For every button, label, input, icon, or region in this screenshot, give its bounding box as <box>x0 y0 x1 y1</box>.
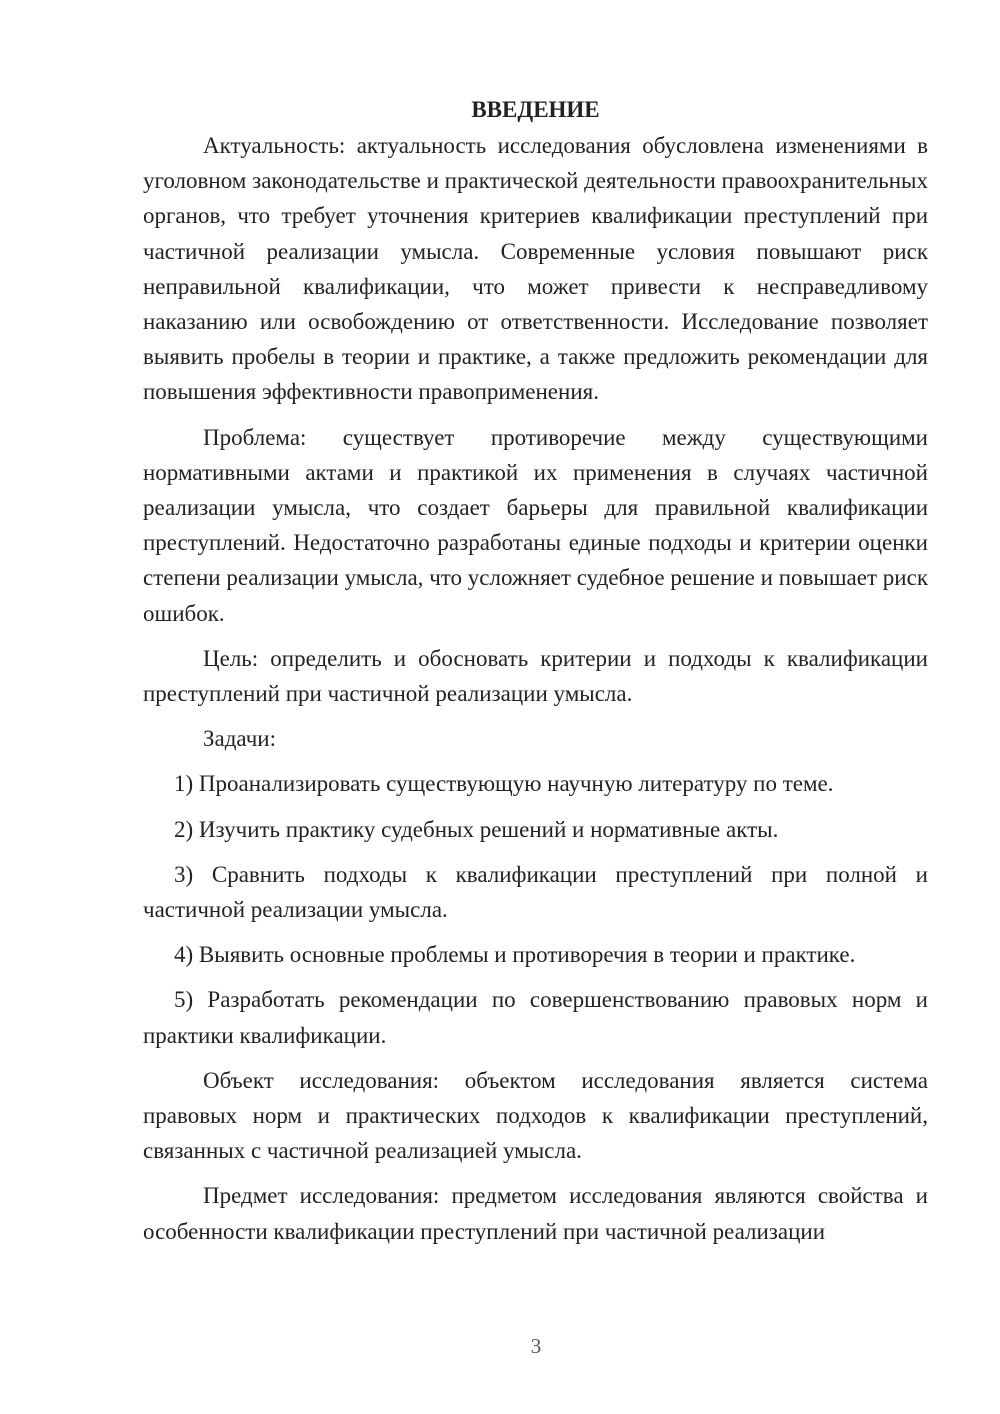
page-title: ВВЕДЕНИЕ <box>471 97 600 122</box>
page-body <box>143 92 928 1249</box>
object-paragraph: Объект исследования: объектом исследования является система правовых норм и практических подходов к квалификации преступлений, связанных с частичной реализацией умысла. <box>143 1067 928 1164</box>
subject-paragraph: Предмет исследования: предметом исследования являются свойства и особенности квалификации преступлений при частичной реализации <box>143 1183 928 1244</box>
tasks-label: Задачи: <box>203 726 276 752</box>
task-item: 3) Сравнить подходы к квалификации преступлений при полной и частичной реализации умысла. <box>143 861 928 923</box>
task-item: 4) Выявить основные проблемы и противоречия в теории и практике. <box>174 942 856 968</box>
problem-paragraph: Проблема: существует противоречие между существующими нормативными актами и практикой их применения в случаях частичной реализации умысла, что создает барьеры для правильной квалификации преступлений. Недостаточно разработаны единые подходы и критерии оценки степени реализации умысла, что усложняет судебное решение и повышает риск ошибок. <box>143 424 928 626</box>
task-item: 1) Проанализировать существующую научную литературу по теме. <box>174 771 834 797</box>
task-item: 5) Разработать рекомендации по совершенствованию правовых норм и практики квалификации. <box>143 987 928 1048</box>
relevance-paragraph: Актуальность: актуальность исследования обусловлена изменениями в уголовном законодательстве и практической деятельности правоохранительных органов, что требует уточнения критериев квалификации преступлений при частичной реализации умысла. Современные условия повышают риск неправильной квалификации, что может привести к несправедливому наказанию или освобождению от ответственности. Исследование позволяет выявить пробелы в теории и практике, а также предложить рекомендации для повышения эффективности правоприменения. <box>143 133 928 405</box>
page-number: 3 <box>530 1334 542 1358</box>
goal-paragraph: Цель: определить и обосновать критерии и подходы к квалификации преступлений при частичной реализации умысла. <box>143 645 928 707</box>
task-item: 2) Изучить практику судебных решений и нормативные акты. <box>174 816 779 842</box>
